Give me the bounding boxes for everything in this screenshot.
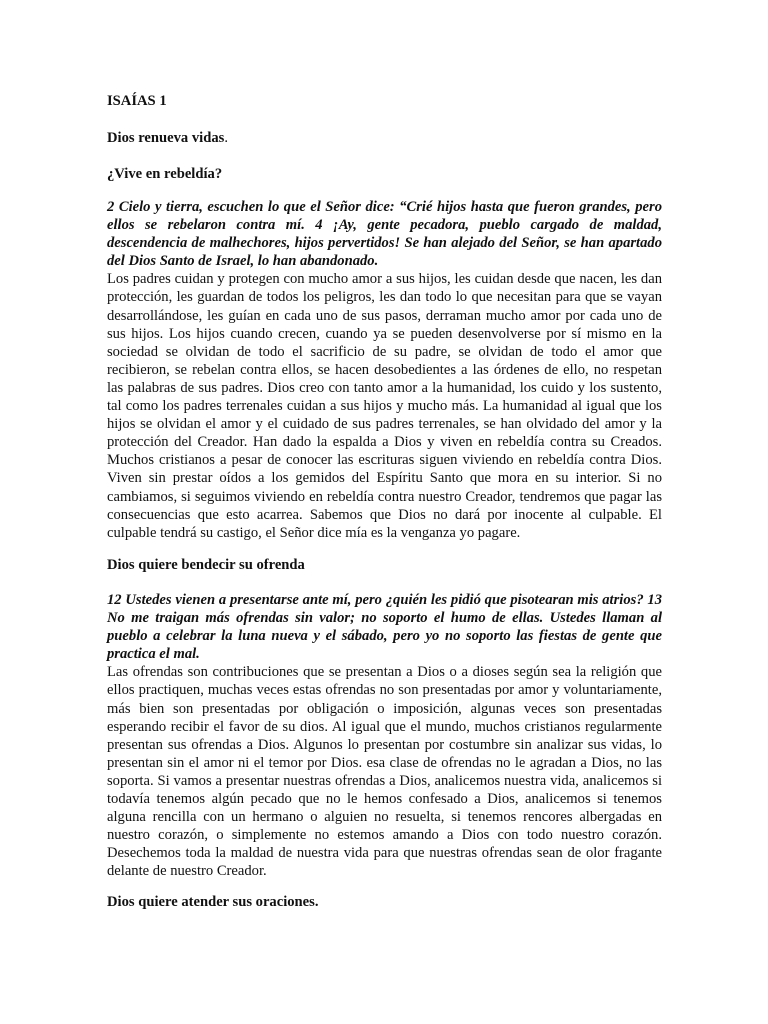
verse-quote: 12 Ustedes vienen a presentarse ante mí, pero ¿quién les pidió que pisotearan mis atrios? 13 No me traigan más ofrendas sin valor; no soporto el humo de ellas. Ustedes llaman al pueblo a celebrar la luna nueva y el sábado, pero yo no soporto las fiestas de gente que practica el mal. — [107, 592, 662, 663]
section-heading-oraciones: Dios quiere atender sus oraciones. — [107, 894, 319, 910]
section-heading-ofrenda: Dios quiere bendecir su ofrenda — [107, 557, 305, 573]
section-heading-renueva — [107, 129, 228, 147]
section-heading-period: . — [224, 130, 228, 146]
section-rebeldia — [107, 198, 662, 542]
section-ofrenda — [107, 591, 662, 881]
document-title: ISAÍAS 1 — [107, 93, 167, 109]
section-question: ¿Vive en rebeldía? — [107, 166, 223, 182]
verse-quote: 2 Cielo y tierra, escuchen lo que el Señor dice: “Crié hijos hasta que fueron grandes, pero ellos se rebelaron contra mí. 4 ¡Ay, gente pecadora, pueblo cargado de maldad, descendencia de malhechores, hijos pervertidos! Se han alejado del Señor, se han apartado del Dios Santo de Israel, lo han abandonado. — [107, 199, 662, 270]
body-paragraph: Los padres cuidan y protegen con mucho amor a sus hijos, les cuidan desde que nacen, les dan protección, les guardan de todos los peligros, les dan todo lo que necesitan para que se vayan desarrollándose, les guían en cada uno de sus pasos, derraman mucho amor por cada uno de sus hijos. Los hijos cuando crecen, cuando ya se pueden desenvolverse por sí mismo en la sociedad se olvidan de todo el sacrificio de su padre, se olvidan de todo el amor que recibieron, se rebelan contra ellos, se hacen desobedientes a las órdenes de ello, no respetan las palabras de sus padres. Dios creo con tanto amor a la humanidad, los cuido y los sustento, tal como los padres terrenales cuidan a sus hijos y mucho más. La humanidad al igual que los hijos se olvidan el amor y el cuidado de sus padres terrenales, se han olvidado del amor y la protección del Creador. Han dado la espalda a Dios y viven en rebeldía contra su Creados. Muchos cristianos a pesar de conocer las escrituras siguen viviendo en rebeldía contra Dios. Viven sin prestar oídos a los gemidos del Espíritu Santo que mora en su interior. Si no cambiamos, si seguimos viviendo en rebeldía contra nuestro Creador, tendremos que pagar las consecuencias que esto acarrea. Sabemos que Dios no dará por inocente al culpable. El culpable tendrá su castigo, el Señor dice mía es la venganza yo pagare. — [107, 271, 662, 541]
section-heading-text: Dios renueva vidas — [107, 130, 225, 146]
body-paragraph: Las ofrendas son contribuciones que se presentan a Dios o a dioses según sea la religión que ellos practiquen, muchas veces estas ofrendas no son presentadas por amor y voluntariamente, más bien son presentadas por obligación o imposición, algunas veces son presentadas esperando recibir el favor de su dios. Al igual que el mundo, muchos cristianos regularmente presentan sus ofrendas a Dios. Algunos lo presentan por costumbre sin analizar sus vidas, lo presentan sin el amor ni el temor por Dios. esa clase de ofrendas no le agradan a Dios, no las soporta. Si vamos a presentar nuestras ofrendas a Dios, analicemos nuestra vida, analicemos si todavía tenemos algún pecado que no le hemos confesado a Dios, analicemos si tenemos alguna rencilla con un hermano o alguien no resuelta, si tenemos rencores albergadas en nuestro corazón, o simplemente no estemos amando a Dios con todo nuestro corazón. Desechemos toda la maldad de nuestra vida para que nuestras ofrendas sean de olor fragante delante de nuestro Creador. — [107, 664, 662, 880]
